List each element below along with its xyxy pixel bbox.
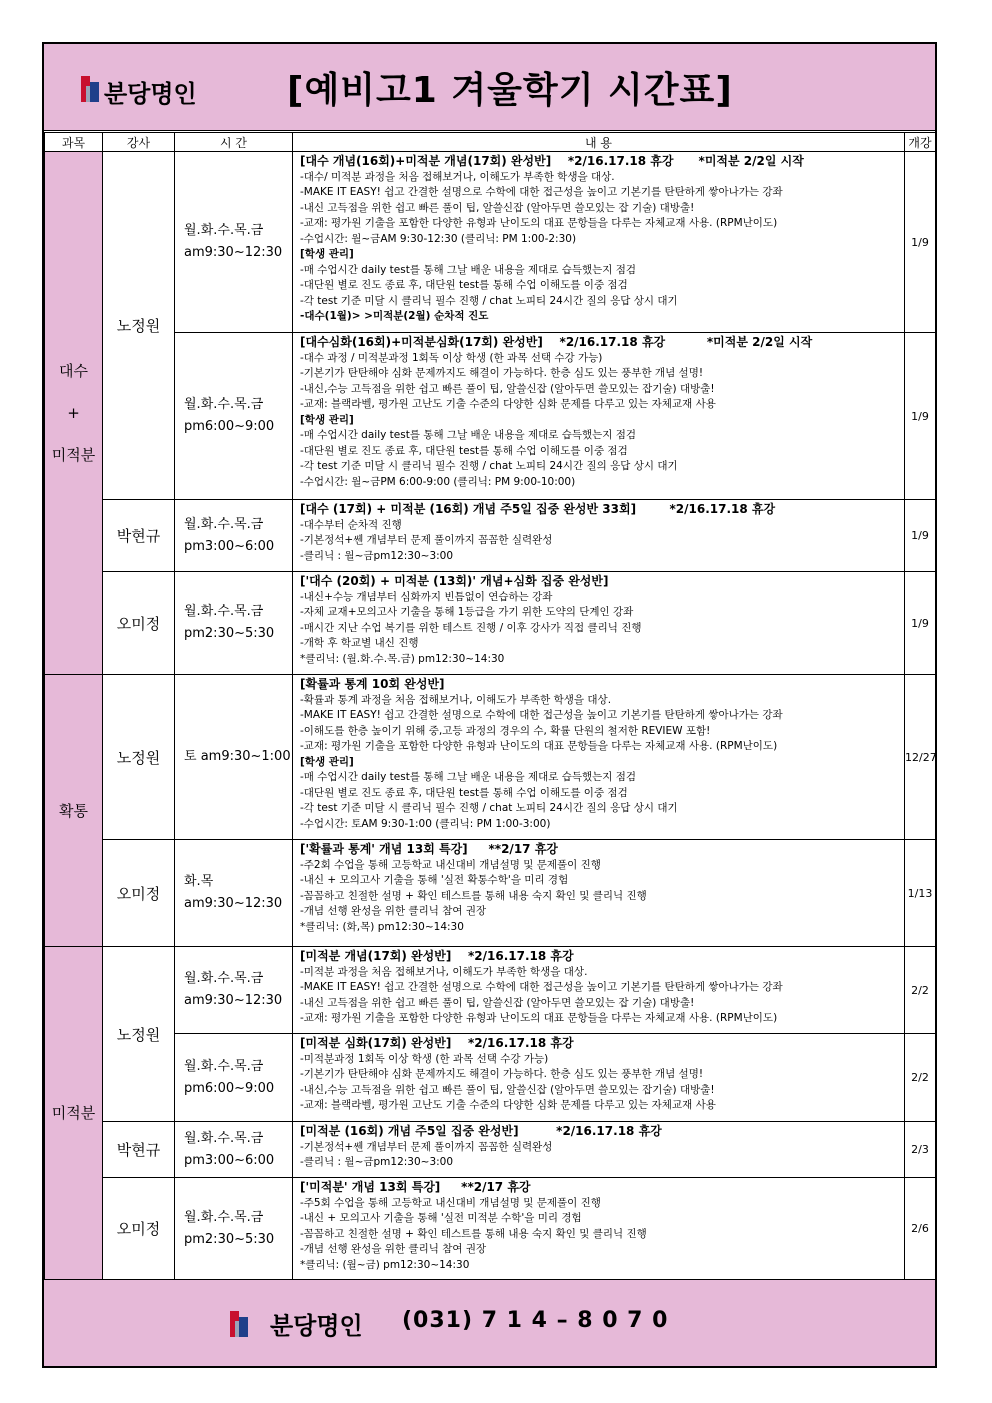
subject-cell-probability: 확통 — [45, 675, 103, 947]
content-cell — [293, 840, 905, 947]
time-cell: 월.화.수.목.금 pm2:30~5:30 — [175, 1178, 293, 1280]
time-cell: 월.화.수.목.금 pm6:00~9:00 — [175, 1034, 293, 1122]
content-line: -개념 선행 완성을 위한 클리닉 참여 권장 — [300, 1243, 487, 1255]
content-line: -클리닉 : 월~금pm12:30~3:00 — [300, 549, 454, 562]
time-cell: 월.화.수.목.금 am9:30~12:30 — [175, 947, 293, 1034]
academy-logo-icon — [81, 76, 99, 102]
content-line: -교재: 블랙라벨, 평가원 고난도 기출 수준의 다양한 심화 문제를 다루고 있는 자체교재 사용 — [300, 1099, 716, 1111]
content-line: -자체 교재+모의고사 기출을 통해 1등급을 가기 위한 도약의 단계인 강좌 — [300, 606, 634, 618]
content-cell — [293, 947, 905, 1034]
time-cell: 월.화.수.목.금 pm2:30~5:30 — [175, 572, 293, 675]
content-line: -MAKE IT EASY! 쉽고 간결한 설명으로 수학에 대한 접근성을 높이고 기본기를 탄탄하게 쌓아나가는 강좌 — [300, 186, 783, 198]
header-banner — [44, 44, 935, 131]
content-line: -대수부터 순차적 진행 — [300, 518, 402, 531]
start-date-cell: 1/9 — [905, 572, 936, 675]
start-date-cell: 12/27 — [905, 675, 936, 840]
content-cell — [293, 675, 905, 840]
teacher-cell: 노정원 — [103, 947, 175, 1122]
content-line: -주2회 수업을 통해 고등학교 내신대비 개념설명 및 문제풀이 진행 — [300, 858, 601, 871]
table-row — [45, 152, 936, 333]
start-date-cell: 2/3 — [905, 1122, 936, 1178]
content-cell — [293, 500, 905, 572]
content-line: -MAKE IT EASY! 쉽고 간결한 설명으로 수학에 대한 접근성을 높이고 기본기를 탄탄하게 쌓아나가는 강좌 — [300, 981, 783, 993]
start-date-cell: 2/6 — [905, 1178, 936, 1280]
course-title: [확률과 통계 10회 완성반] — [300, 677, 445, 691]
subject-label: 대수 — [59, 362, 88, 380]
teacher-cell: 오미정 — [103, 572, 175, 675]
content-line: -대수(1월)> >미적분(2월) 순차적 진도 — [300, 310, 489, 322]
time-cell: 토 am9:30~1:00 — [175, 675, 293, 840]
col-time: 시 간 — [175, 133, 293, 152]
content-line: -수업시간: 월~금AM 9:30-12:30 (클리닉: PM 1:00-2:30) — [300, 232, 577, 245]
content-line: -대단원 별로 진도 종료 후, 대단원 test를 통해 수업 이해도를 이중 점검 — [300, 279, 628, 291]
teacher-cell: 오미정 — [103, 840, 175, 947]
content-line: -확률과 통계 과정을 처음 접해보거나, 이해도가 부족한 학생을 대상. — [300, 693, 612, 706]
schedule-table — [44, 132, 936, 1280]
table-row — [45, 1178, 936, 1280]
start-date-cell: 2/2 — [905, 947, 936, 1034]
content-line: [학생 관리] — [300, 413, 354, 426]
content-line: -내신,수능 고득점을 위한 쉽고 빠른 풀이 팁, 알쓸신잡 (알아두면 쓸모있는 잡기술) 대방출! — [300, 1083, 715, 1096]
start-date-cell: 1/9 — [905, 152, 936, 333]
schedule-frame — [42, 42, 937, 1368]
content-line: -교재: 평가원 기출을 포함한 다양한 유형과 난이도의 대표 문항들을 다루는 자체교재 사용. (RPM난이도) — [300, 217, 778, 229]
col-content: 내 용 — [293, 133, 905, 152]
brand-name: 분당명인 — [104, 80, 197, 108]
content-line: -대수/ 미적분 과정을 처음 접해보거나, 이해도가 부족한 학생을 대상. — [300, 170, 615, 183]
content-line: -내신 고득점을 위한 쉽고 빠른 풀이 팁, 알쓸신잡 (알아두면 쓸모있는 잡 기술) 대방출! — [300, 996, 695, 1009]
content-line: -대수 과정 / 미적분과정 1회독 이상 학생 (한 과목 선택 수강 가능) — [300, 351, 603, 364]
content-line: [학생 관리] — [300, 755, 354, 768]
content-line: -각 test 기준 미달 시 클리닉 필수 진행 / chat 노피티 24시간 질의 응답 상시 대기 — [300, 294, 678, 307]
course-title: [미적분 (16회) 개념 주5일 집중 완성반] *2/16.17.18 휴강 — [300, 1124, 662, 1138]
subject-cell-calculus: 미적분 — [45, 947, 103, 1280]
time-cell: 월.화.수.목.금 pm3:00~6:00 — [175, 500, 293, 572]
content-line: -수업시간: 월~금PM 6:00-9:00 (클리닉: PM 9:00-10:00) — [300, 475, 576, 488]
content-line: -클리닉 : 월~금pm12:30~3:00 — [300, 1156, 454, 1168]
start-date-cell: 1/13 — [905, 840, 936, 947]
course-title: [대수심화(16회)+미적분심화(17회) 완성반] *2/16.17.18 휴강 *미적분 2/2일 시작 — [300, 335, 813, 349]
content-line: -개학 후 학교별 내신 진행 — [300, 637, 419, 649]
content-line: -꼼꼼하고 친절한 설명 + 확인 테스트를 통해 내용 숙지 확인 및 클리닉 진행 — [300, 889, 647, 902]
content-line: -기본기가 탄탄해야 심화 문제까지도 해결이 가능하다. 한층 심도 있는 풍부한 개념 설명! — [300, 1068, 704, 1080]
content-line: -내신 + 모의고사 기출을 통해 '실전 미적분 수학'을 미리 경험 — [300, 1212, 582, 1224]
content-line: -내신,수능 고득점을 위한 쉽고 빠른 풀이 팁, 알쓸신잡 (알아두면 쓸모있는 잡기술) 대방출! — [300, 382, 715, 395]
content-cell — [293, 1034, 905, 1122]
subject-label: + — [67, 404, 80, 422]
content-cell — [293, 1178, 905, 1280]
content-line: *클리닉: (화,목) pm12:30~14:30 — [300, 920, 464, 933]
phone-number: (031) 7 1 4 – 8 0 7 0 — [402, 1308, 669, 1333]
footer-banner — [44, 1279, 935, 1366]
content-line: -미적분과정 1회독 이상 학생 (한 과목 선택 수강 가능) — [300, 1052, 549, 1065]
col-teacher: 강사 — [103, 133, 175, 152]
table-row — [45, 675, 936, 840]
content-line: -내신 + 모의고사 기출을 통해 '실전 확통수학'을 미리 경험 — [300, 874, 569, 886]
content-line: -MAKE IT EASY! 쉽고 간결한 설명으로 수학에 대한 접근성을 높이고 기본기를 탄탄하게 쌓아나가는 강좌 — [300, 709, 783, 721]
content-line: -이해도를 한층 높이기 위해 중,고등 과정의 경우의 수, 확률 단원의 철저한 REVIEW 포함! — [300, 724, 711, 737]
content-cell — [293, 1122, 905, 1178]
content-line: -매 수업시간 daily test를 통해 그날 배운 내용을 제대로 습득했는지 점검 — [300, 429, 637, 441]
table-row — [45, 333, 936, 500]
teacher-cell: 박현규 — [103, 500, 175, 572]
content-line: *클리닉: (월~금) pm12:30~14:30 — [300, 1258, 470, 1271]
content-line: -대단원 별로 진도 종료 후, 대단원 test를 통해 수업 이해도를 이중 점검 — [300, 444, 628, 457]
content-line: -꼼꼼하고 친절한 설명 + 확인 테스트를 통해 내용 숙지 확인 및 클리닉 진행 — [300, 1227, 647, 1240]
time-cell: 월.화.수.목.금 pm3:00~6:00 — [175, 1122, 293, 1178]
content-line: -매시간 지난 수업 복기를 위한 테스트 진행 / 이후 강사가 직접 클리닉 진행 — [300, 621, 642, 634]
content-line: -매 수업시간 daily test를 통해 그날 배운 내용을 제대로 습득했는지 점검 — [300, 771, 637, 783]
content-line: -각 test 기준 미달 시 클리닉 필수 진행 / chat 노피티 24시간 질의 응답 상시 대기 — [300, 802, 678, 814]
table-row — [45, 947, 936, 1034]
col-subject: 과목 — [45, 133, 103, 152]
content-line: -기본정석+쎈 개념부터 문제 풀이까지 꼼꼼한 실력완성 — [300, 1140, 553, 1153]
teacher-cell: 오미정 — [103, 1178, 175, 1280]
academy-logo-icon — [230, 1311, 248, 1337]
start-date-cell: 2/2 — [905, 1034, 936, 1122]
content-line: -개념 선행 완성을 위한 클리닉 참여 권장 — [300, 905, 487, 917]
start-date-cell: 1/9 — [905, 333, 936, 500]
footer-brand-name: 분당명인 — [270, 1312, 363, 1340]
teacher-cell: 노정원 — [103, 152, 175, 500]
table-row — [45, 1034, 936, 1122]
content-line: -내신+수능 개념부터 심화까지 빈틈없이 연습하는 강좌 — [300, 590, 553, 603]
content-line: -기본정석+쎈 개념부터 문제 풀이까지 꼼꼼한 실력완성 — [300, 534, 553, 546]
table-header-row — [45, 133, 936, 152]
content-line: -대단원 별로 진도 종료 후, 대단원 test를 통해 수업 이해도를 이중 점검 — [300, 786, 628, 799]
page-title: [예비고1 겨울학기 시간표] — [287, 70, 733, 111]
teacher-cell: 박현규 — [103, 1122, 175, 1178]
content-line: -주5회 수업을 통해 고등학교 내신대비 개념설명 및 문제풀이 진행 — [300, 1196, 601, 1209]
content-line: -기본기가 탄탄해야 심화 문제까지도 해결이 가능하다. 한층 심도 있는 풍부한 개념 설명! — [300, 367, 704, 379]
content-line: -교재: 블랙라벨, 평가원 고난도 기출 수준의 다양한 심화 문제를 다루고 있는 자체교재 사용 — [300, 398, 716, 410]
content-line: -매 수업시간 daily test를 통해 그날 배운 내용을 제대로 습득했는지 점검 — [300, 263, 637, 276]
content-line: -미적분 과정을 처음 접해보거나, 이해도가 부족한 학생을 대상. — [300, 965, 588, 978]
content-cell — [293, 572, 905, 675]
content-line: -각 test 기준 미달 시 클리닉 필수 진행 / chat 노피티 24시간 질의 응답 상시 대기 — [300, 460, 678, 472]
table-row — [45, 500, 936, 572]
course-title: ['대수 (20회) + 미적분 (13회)' 개념+심화 집중 완성반] — [300, 574, 609, 588]
course-title: [대수 개념(16회)+미적분 개념(17회) 완성반] *2/16.17.18 휴강 *미적분 2/2일 시작 — [300, 154, 804, 168]
content-cell — [293, 333, 905, 500]
table-row — [45, 840, 936, 947]
col-start: 개강 — [905, 133, 936, 152]
content-cell — [293, 152, 905, 333]
table-row — [45, 572, 936, 675]
course-title: [미적분 개념(17회) 완성반] *2/16.17.18 휴강 — [300, 949, 574, 963]
table-row — [45, 1122, 936, 1178]
teacher-cell: 노정원 — [103, 675, 175, 840]
time-cell: 월.화.수.목.금 pm6:00~9:00 — [175, 333, 293, 500]
subject-label: 미적분 — [51, 446, 96, 464]
course-title: [대수 (17회) + 미적분 (16회) 개념 주5일 집중 완성반 33회] *2/16.17.18 휴강 — [300, 502, 776, 516]
content-line: -내신 고득점을 위한 쉽고 빠른 풀이 팁, 알쓸신잡 (알아두면 쓸모있는 잡 기술) 대방출! — [300, 201, 695, 214]
content-line: *클리닉: (월.화.수.목.금) pm12:30~14:30 — [300, 652, 505, 665]
content-line: -수업시간: 토AM 9:30-1:00 (클리닉: PM 1:00-3:00) — [300, 817, 551, 830]
course-title: [미적분 심화(17회) 완성반] *2/16.17.18 휴강 — [300, 1036, 574, 1050]
content-line: -교재: 평가원 기출을 포함한 다양한 유형과 난이도의 대표 문항들을 다루는 자체교재 사용. (RPM난이도) — [300, 1012, 778, 1024]
course-title: ['미적분' 개념 13회 특강] **2/17 휴강 — [300, 1180, 531, 1194]
content-line: -교재: 평가원 기출을 포함한 다양한 유형과 난이도의 대표 문항들을 다루는 자체교재 사용. (RPM난이도) — [300, 740, 778, 752]
time-cell: 화.목 am9:30~12:30 — [175, 840, 293, 947]
subject-cell-algebra-calculus — [45, 152, 103, 675]
start-date-cell: 1/9 — [905, 500, 936, 572]
content-line: [학생 관리] — [300, 248, 354, 260]
time-cell: 월.화.수.목.금 am9:30~12:30 — [175, 152, 293, 333]
course-title: ['확률과 통계' 개념 13회 특강] **2/17 휴강 — [300, 842, 558, 856]
